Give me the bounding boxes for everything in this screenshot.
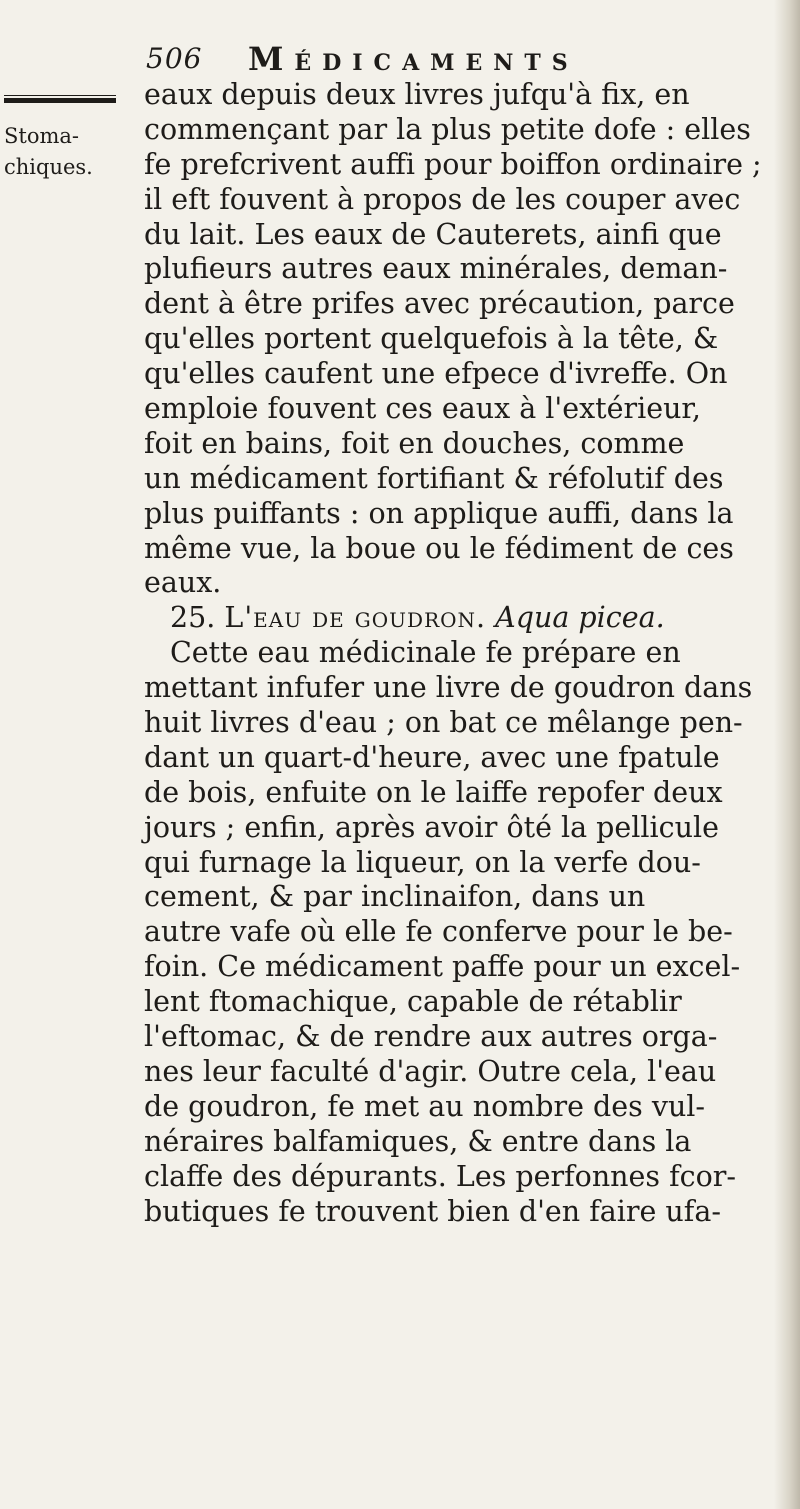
text-line: mettant infufer une livre de goudron dans — [144, 671, 753, 705]
text-line: il eft fouvent à propos de les couper avec — [144, 182, 741, 216]
text-line: dant un quart-d'heure, avec une fpatule — [144, 740, 720, 774]
running-title: Médicaments — [248, 40, 579, 78]
section-heading — [144, 601, 776, 636]
text-line: néraires balfamiques, & entre dans la — [144, 1124, 692, 1158]
text-line: cement, & par inclinaifon, dans un — [144, 880, 646, 914]
text-line: fe prefcrivent auffi pour boiffon ordinaire ; — [144, 147, 762, 181]
text-line: commençant par la plus petite dofe : elles — [144, 112, 751, 146]
text-line: eaux. — [144, 566, 222, 600]
text-line: claffe des dépurants. Les perfonnes fcor- — [144, 1159, 737, 1193]
text-line: foit en bains, foit en douches, comme — [144, 426, 685, 460]
text-line: nes leur faculté d'agir. Outre cela, l'eau — [144, 1054, 717, 1088]
text-line: qui furnage la liqueur, on la verfe dou- — [144, 845, 701, 879]
text-line: emploie fouvent ces eaux à l'extérieur, — [144, 392, 701, 426]
margin-rule-thin — [4, 95, 116, 96]
margin-note-line: chiques. — [4, 155, 93, 179]
text-line: autre vafe où elle fe conferve pour le be- — [144, 915, 733, 949]
section-title: L'eau de goudron. — [224, 601, 487, 635]
text-line: eaux depuis deux livres jufqu'à fix, en — [144, 78, 690, 111]
text-line: qu'elles portent quelquefois à la tête, & — [144, 322, 719, 356]
text-line: lent ftomachique, capable de rétablir — [144, 985, 682, 1019]
margin-note — [4, 121, 124, 183]
text-line: qu'elles caufent une efpece d'ivreffe. On — [144, 357, 728, 391]
text-line: même vue, la boue ou le fédiment de ces — [144, 531, 734, 565]
text-line: plufieurs autres eaux minérales, deman- — [144, 252, 728, 286]
text-line: de goudron, fe met au nombre des vul- — [144, 1089, 706, 1123]
text-line: dent à être prifes avec précaution, parce — [144, 287, 735, 321]
text-line: du lait. Les eaux de Cauterets, ainfi que — [144, 217, 722, 251]
body-text — [144, 78, 776, 1229]
text-line: Cette eau médicinale fe prépare en — [170, 636, 681, 670]
text-line: un médicament fortifiant & réfolutif des — [144, 461, 724, 495]
section-number: 25. — [170, 601, 216, 635]
text-line: foin. Ce médicament paffe pour un excel- — [144, 950, 741, 984]
text-line: l'eftomac, & de rendre aux autres orga- — [144, 1020, 718, 1054]
text-line: jours ; enfin, après avoir ôté la pellicule — [144, 810, 719, 844]
text-line: butiques fe trouvent bien d'en faire ufa- — [144, 1194, 721, 1228]
text-line: huit livres d'eau ; on bat ce mêlange pen- — [144, 706, 743, 740]
page-number: 506 — [146, 42, 203, 75]
page-edge-shadow — [774, 0, 800, 1509]
text-line: de bois, enfuite on le laiffe repofer deux — [144, 775, 723, 809]
section-latin-title: Aqua picea. — [495, 601, 665, 635]
text-line: plus puiffants : on applique auffi, dans la — [144, 496, 734, 530]
margin-rule — [4, 98, 116, 103]
margin-note-line: Stoma- — [4, 124, 79, 148]
